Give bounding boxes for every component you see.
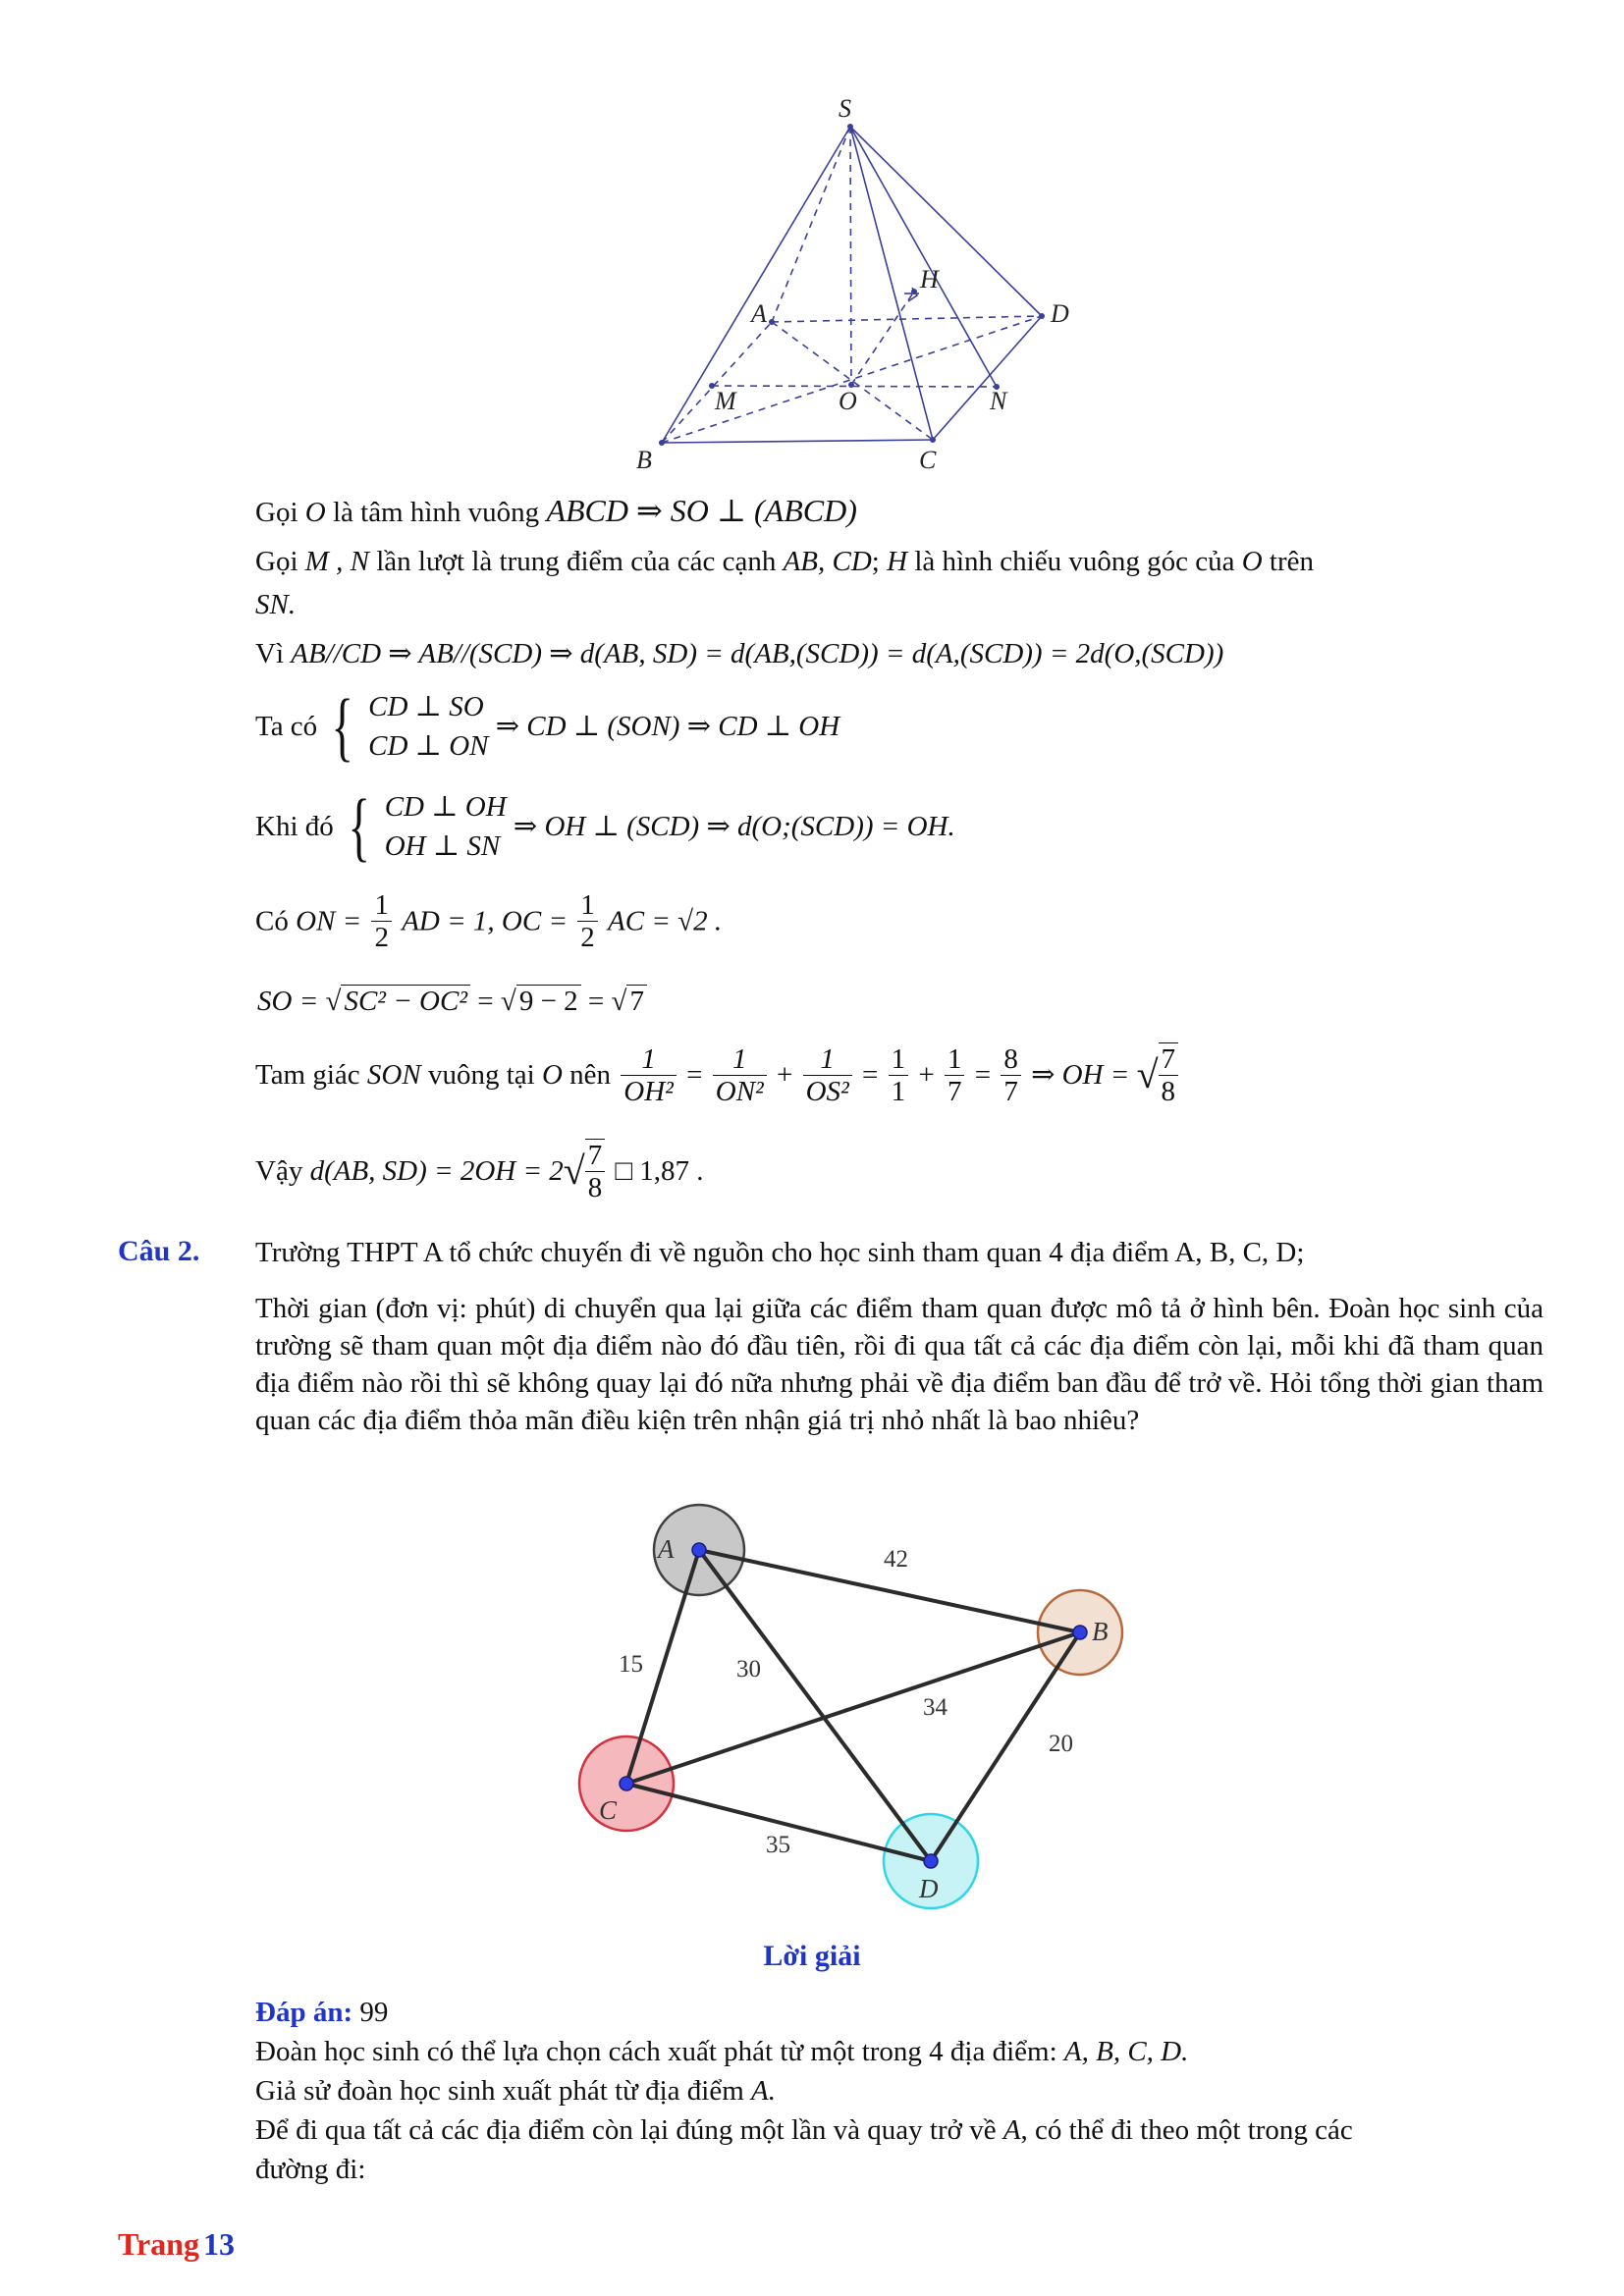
sol1-line8: Tam giác SON vuông tại O nên $\frac{1}{\text{OH²}}$ = $\frac{1}{\text{ON²}}$ + $\frac{1}{\text{OS²}}$ = $\frac{1}{1}$ + $\frac{1}{7}$ = $\frac{8}{7}$ ⇒ OH = √ $\frac{7}{8}$ — [255, 1042, 1181, 1107]
label-H: H — [920, 265, 939, 294]
sol1-line5: Khi đó { CD ⊥ OH OH ⊥ SN ⇒ OH ⊥ (SCD) ⇒ d(O;(SCD)) = OH. — [255, 783, 955, 869]
sol2-line2: Giả sử đoàn học sinh xuất phát từ địa điểm A. — [255, 2075, 776, 2107]
sol1-line6: Có ON = $\frac{1}{2}$ AD = 1, OC = $\frac{1}{2}$ AC = √2 . — [255, 889, 723, 953]
label-S: S — [839, 94, 851, 123]
node-A-label: A — [658, 1534, 675, 1564]
weight-A-D: 30 — [736, 1656, 761, 1682]
label-C: C — [919, 446, 937, 474]
pyramid-figure — [628, 93, 1090, 481]
weight-A-C: 15 — [619, 1651, 643, 1678]
page-footer — [118, 2226, 235, 2263]
question-2-paragraph: Thời gian (đơn vị: phút) di chuyển qua lại giữa các điểm tham quan được mô tả ở hình bên. Đoàn học sinh của trường sẽ tham quan một địa điểm nào đó đầu tiên, rồi đi qua tất cả các địa điểm còn lại, mỗi khi đã tham quan địa điểm nào rồi thì sẽ không quay lại đó nữa nhưng phải về địa điểm ban đầu để trở về. Hỏi tổng thời gian tham quan các địa điểm thỏa mãn điều kiện trên nhận giá trị nhỏ nhất là bao nhiêu? — [255, 1293, 1543, 1436]
label-B: B — [636, 446, 652, 474]
weight-A-B: 42 — [884, 1546, 908, 1573]
label-N: N — [990, 387, 1007, 415]
edge-A-D — [699, 1550, 931, 1861]
sol1-line1: Gọi O là tâm hình vuông ABCD ⇒ SO ⊥ (ABCD) — [255, 493, 857, 528]
node-B-label: B — [1092, 1617, 1109, 1646]
solution-2-title: Lời giải — [763, 1940, 861, 1972]
travel-graph — [550, 1487, 1139, 1929]
question-2-line1: Trường THPT A tổ chức chuyến đi về nguồn cho học sinh tham quan 4 địa điểm A, B, C, D; — [255, 1237, 1305, 1268]
sol2-line1: Đoàn học sinh có thể lựa chọn cách xuất phát từ một trong 4 địa điểm: A, B, C, D. — [255, 2036, 1189, 2067]
edge-C-B — [626, 1632, 1080, 1784]
label-O: O — [839, 387, 857, 415]
sol2-line4: đường đi: — [255, 2154, 366, 2185]
sol1-line2b: SN. — [255, 589, 297, 620]
weight-C-D: 35 — [766, 1832, 790, 1858]
label-D: D — [1051, 299, 1069, 328]
label-A: A — [751, 299, 767, 328]
sol1-line9: Vậy d(AB, SD) = 2OH = 2√ $\frac{7}{8}$ □ 1,87 . — [255, 1140, 704, 1203]
node-D-label: D — [919, 1874, 939, 1903]
weight-C-B: 34 — [923, 1694, 947, 1721]
sol1-line2: Gọi M , N lần lượt là trung điểm của các cạnh AB, CD; H là hình chiếu vuông góc của O trên — [255, 546, 1315, 577]
node-C-label: C — [599, 1795, 618, 1825]
sol1-line3: Vì AB//CD ⇒ AB//(SCD) ⇒ d(AB, SD) = d(AB,(SCD)) = d(A,(SCD)) = 2d(O,(SCD)) — [255, 638, 1224, 669]
page-word: Trang — [118, 2226, 199, 2262]
weight-B-D: 20 — [1049, 1731, 1073, 1757]
sol1-line4: Ta có { CD ⊥ SO CD ⊥ ON ⇒ CD ⊥ (SON) ⇒ CD ⊥ OH — [255, 683, 840, 769]
sol1-line7: SO = √ SC² − OC² = √ 9 − 2 = √ 7 — [257, 982, 647, 1021]
answer-line: Đáp án: 99 — [255, 1997, 389, 2028]
question-2-label: Câu 2. — [118, 1235, 200, 1267]
sol2-line3: Để đi qua tất cả các địa điểm còn lại đúng một lần và quay trở về A, có thể đi theo một trong các — [255, 2114, 1353, 2146]
page-number: 13 — [202, 2226, 235, 2262]
label-M: M — [715, 387, 736, 415]
